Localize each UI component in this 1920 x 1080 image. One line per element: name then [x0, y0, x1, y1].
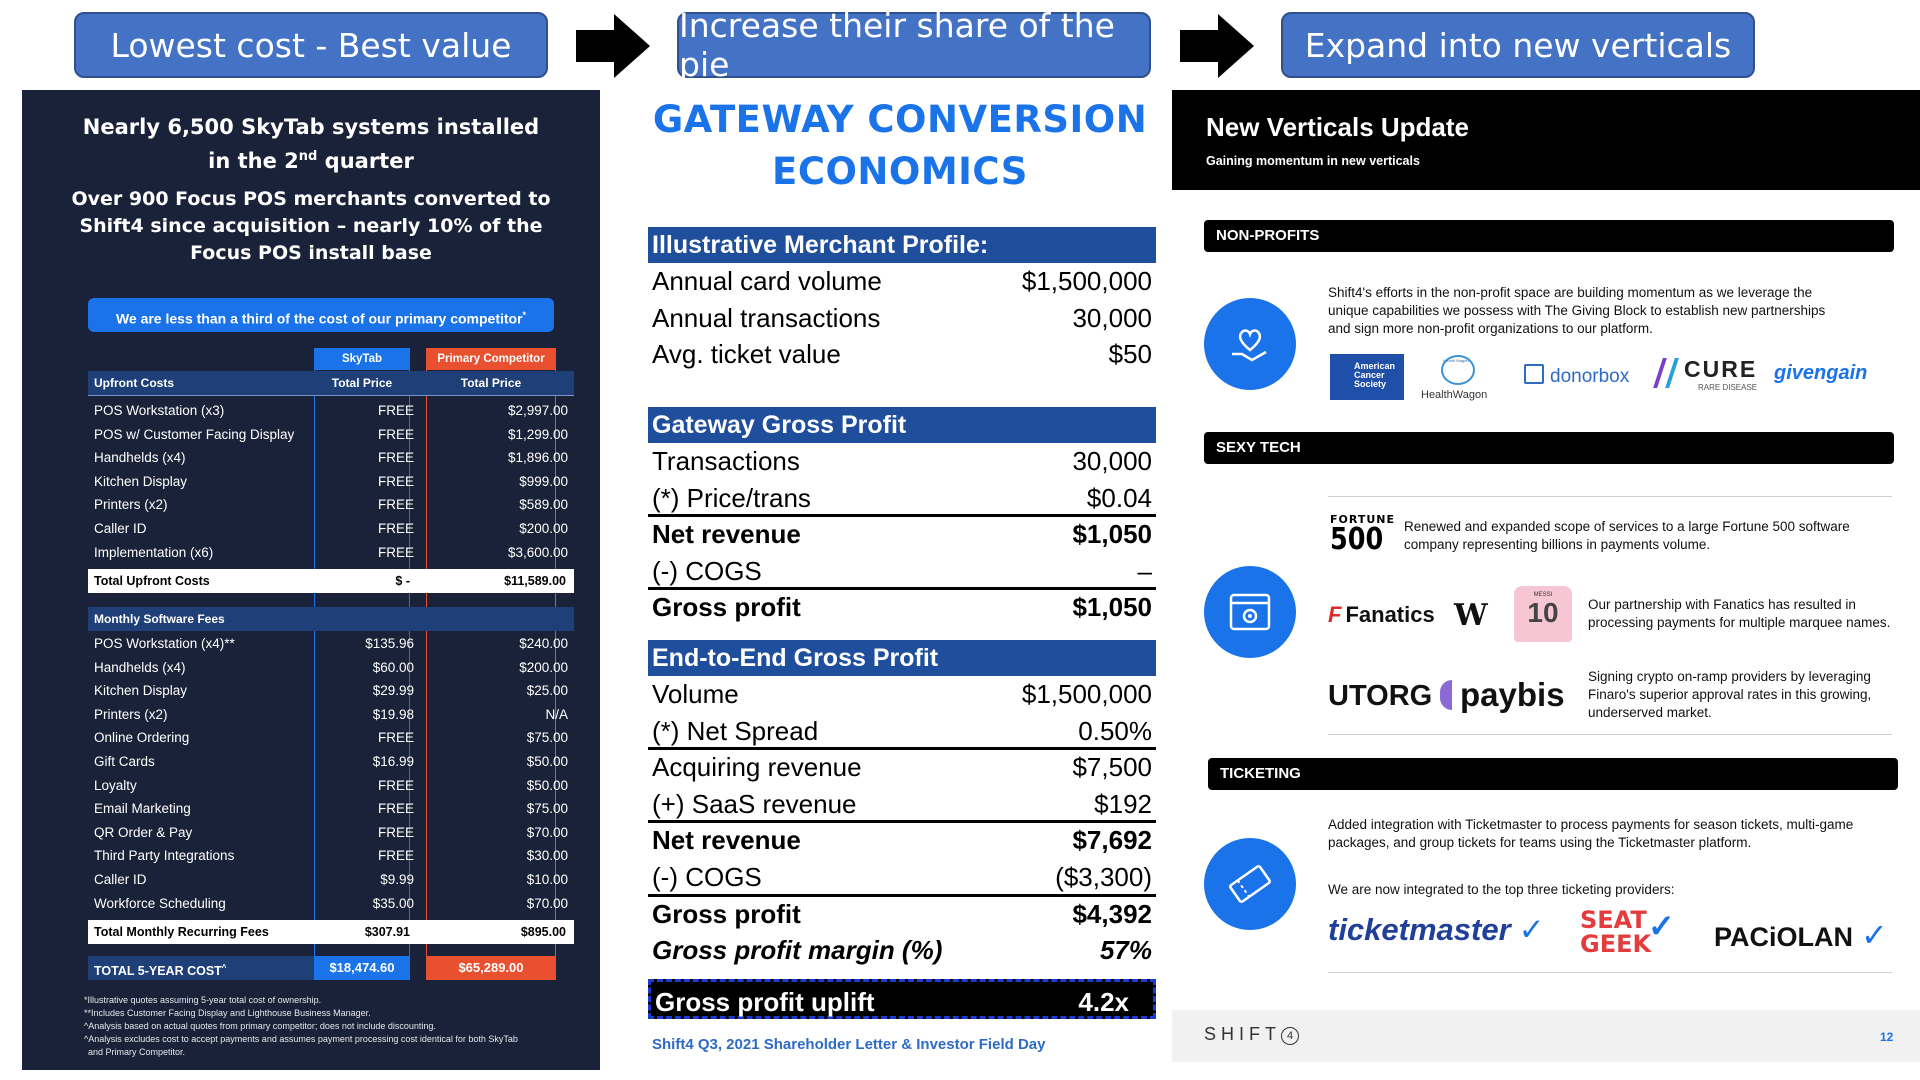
section-nonprofits: NON-PROFITS — [1204, 220, 1894, 252]
skytab-price: $29.99 — [372, 683, 414, 699]
table-row — [88, 679, 574, 703]
competitor-price: $999.00 — [519, 473, 568, 489]
row-value: 30,000 — [1072, 302, 1152, 333]
row-label: Gift Cards — [94, 754, 155, 769]
row-label: Kitchen Display — [94, 473, 188, 489]
row-label: Handhelds (x4) — [94, 450, 186, 466]
table-row — [88, 892, 574, 916]
divider — [1328, 972, 1892, 973]
row-label: Kitchen Display — [94, 683, 188, 699]
competitor-price: $200.00 — [519, 659, 568, 675]
row-label: Net revenue — [652, 519, 801, 550]
row-label: (-) COGS — [652, 555, 762, 586]
skytab-price: FREE — [377, 473, 414, 489]
economics-row — [648, 932, 1156, 968]
skytab-price: $16.99 — [372, 754, 414, 769]
table-row — [88, 541, 574, 565]
competitor-price: $75.00 — [526, 730, 568, 746]
competitor-price: $2,997.00 — [507, 403, 568, 418]
row-label: Implementation (x6) — [94, 544, 214, 560]
row-label: (*) Net Spread — [652, 715, 819, 746]
economics-row — [648, 786, 1156, 822]
economics-row — [648, 749, 1156, 785]
e2e-header: End-to-End Gross Profit — [648, 640, 1156, 676]
row-label: Online Ordering — [94, 730, 190, 746]
competitor-price: $70.00 — [526, 895, 568, 911]
row-label: Gross profit margin (%) — [652, 935, 943, 966]
skytab-price: FREE — [377, 403, 414, 418]
competitor-price: $240.00 — [519, 636, 568, 651]
row-label: (+) SaaS revenue — [652, 788, 857, 819]
banner-lowest-cost: Lowest cost - Best value — [74, 12, 548, 78]
row-label: POS w/ Customer Facing Display — [94, 426, 295, 442]
table-row — [88, 446, 574, 470]
economics-row — [648, 300, 1156, 336]
crypto-text: Signing crypto on-ramp providers by leveraging Finaro's superior approval rates in this growing, underserved market. — [1588, 669, 1872, 720]
skytab-price: FREE — [377, 801, 414, 817]
skytab-price: FREE — [377, 426, 414, 442]
row-label: Gross profit — [652, 592, 801, 623]
banner-new-verticals: Expand into new verticals — [1281, 12, 1755, 78]
table-row — [88, 656, 574, 680]
row-label: Annual card volume — [652, 266, 882, 296]
monthly-fees-header: Monthly Software Fees — [88, 607, 574, 631]
new-verticals-panel — [1172, 90, 1920, 1062]
fortune-500-logo: FORTUNE 500 — [1330, 513, 1395, 557]
skytab-price: FREE — [377, 450, 414, 466]
page-number: 12 — [1880, 1030, 1894, 1044]
gateway-title-line1: GATEWAY CONVERSION — [652, 98, 1148, 141]
american-cancer-society-logo: American Cancer Society — [1330, 354, 1404, 400]
economics-row — [648, 713, 1156, 749]
ticketmaster-logo: ticketmaster ✓ — [1328, 912, 1545, 947]
utorg-logo: UTORG — [1328, 680, 1433, 712]
source-note: Shift4 Q3, 2021 Shareholder Letter & Investor Field Day — [652, 1036, 1046, 1053]
right-arrow-icon — [574, 12, 652, 80]
row-label: POS Workstation (x3) — [94, 403, 225, 418]
table-row — [88, 493, 574, 517]
section-sexy-tech: SEXY TECH — [1204, 432, 1894, 464]
economics-row — [648, 263, 1156, 299]
competitor-price: $1,896.00 — [507, 450, 568, 466]
messi-jersey-icon: MESSI 10 — [1514, 586, 1572, 642]
divider — [88, 395, 574, 396]
economics-row — [648, 896, 1156, 932]
five-year-competitor: $65,289.00 — [426, 956, 556, 980]
row-value: $0.04 — [1086, 482, 1152, 513]
competitor-price: $30.00 — [526, 848, 568, 864]
row-value: – — [1137, 555, 1152, 586]
slide-footer — [1172, 1010, 1920, 1062]
row-label: Net revenue — [652, 825, 801, 856]
ticketing-providers-text: We are now integrated to the top three ticketing providers: — [1328, 882, 1675, 897]
skytab-price: FREE — [377, 824, 414, 840]
row-label: Acquiring revenue — [652, 752, 862, 783]
table-row — [88, 750, 574, 774]
gross-profit-uplift: Gross profit uplift 4.2x — [648, 979, 1156, 1019]
economics-row — [648, 859, 1156, 895]
row-label: Printers (x2) — [94, 706, 168, 722]
table-row — [88, 821, 574, 845]
row-value: 57% — [1099, 935, 1152, 966]
economics-row — [648, 443, 1156, 479]
competitor-price: $50.00 — [526, 754, 568, 769]
row-label: Third Party Integrations — [94, 848, 235, 864]
economics-row — [648, 822, 1156, 858]
gateway-economics-panel — [620, 90, 1180, 1070]
economics-row — [648, 480, 1156, 516]
table-row — [88, 423, 574, 447]
row-label: (*) Price/trans — [652, 482, 811, 513]
upfront-total-row: Total Upfront Costs $ - $11,589.00 — [88, 569, 574, 593]
upfront-costs-header: Upfront Costs Total Price Total Price — [88, 371, 574, 395]
check-icon: ✓ — [1518, 912, 1545, 947]
row-label: Annual transactions — [652, 302, 881, 333]
row-label: Caller ID — [94, 872, 147, 887]
cost-comparison-pill: We are less than a third of the cost of our primary competitor* — [88, 298, 554, 332]
shift4-brand: SHIFT 4 — [1204, 1024, 1299, 1045]
competitor-price: $3,600.00 — [507, 544, 568, 560]
row-value: 30,000 — [1072, 446, 1152, 476]
row-label: POS Workstation (x4)** — [94, 636, 235, 651]
row-value: $1,500,000 — [1021, 266, 1152, 296]
competitor-price: N/A — [545, 706, 568, 722]
cure-rare-disease-logo: CURE RARE DISEASE — [1658, 356, 1757, 392]
heart-hand-icon — [1204, 298, 1296, 390]
row-label: Email Marketing — [94, 801, 191, 817]
table-row — [88, 868, 574, 892]
seatgeek-logo: SEAT GEEK ✓ — [1580, 906, 1675, 958]
row-label: QR Order & Pay — [94, 824, 193, 840]
economics-row — [648, 516, 1156, 552]
skytab-price: FREE — [377, 497, 414, 513]
row-label: Workforce Scheduling — [94, 895, 226, 911]
competitor-price: $75.00 — [526, 801, 568, 817]
headline-focus-pos: Over 900 Focus POS merchants converted to Shift4 since acquisition – nearly 10% of the Focus POS install base — [71, 188, 551, 264]
skytab-price: FREE — [377, 544, 414, 560]
verticals-title: New Verticals Update — [1206, 112, 1469, 142]
verticals-subtitle: Gaining momentum in new verticals — [1206, 154, 1420, 168]
divider — [1328, 734, 1892, 735]
row-label: Transactions — [652, 446, 800, 476]
givengain-logo: givengain — [1774, 362, 1868, 384]
table-row — [88, 470, 574, 494]
skytab-cost-panel — [22, 90, 600, 1070]
row-value: $4,392 — [1072, 898, 1152, 929]
skytab-price: $19.98 — [372, 706, 414, 722]
table-row — [88, 797, 574, 821]
economics-row — [648, 553, 1156, 589]
gateway-header: Gateway Gross Profit — [648, 407, 1156, 443]
table-row — [88, 726, 574, 750]
row-label: Loyalty — [94, 777, 137, 793]
check-icon: ✓ — [1861, 917, 1888, 953]
table-row — [88, 399, 574, 423]
skytab-price: $9.99 — [380, 872, 414, 887]
table-row — [88, 517, 574, 541]
skytab-price: FREE — [377, 848, 414, 864]
row-value: $7,500 — [1072, 752, 1152, 783]
donorbox-logo: donorbox — [1524, 364, 1629, 388]
fanatics-logo: F Fanatics — [1328, 602, 1435, 627]
col-competitor: Primary Competitor — [426, 348, 556, 370]
row-label: Avg. ticket value — [652, 339, 841, 370]
competitor-price: $70.00 — [526, 824, 568, 840]
row-value: $7,692 — [1072, 825, 1152, 856]
row-value: $1,050 — [1072, 592, 1152, 623]
row-value: $1,500,000 — [1021, 679, 1152, 709]
row-label: Printers (x2) — [94, 497, 168, 513]
table-row — [88, 774, 574, 798]
wwe-logo: W — [1454, 598, 1482, 633]
skytab-price: FREE — [377, 777, 414, 793]
competitor-price: $200.00 — [519, 521, 568, 536]
browser-gear-icon — [1204, 566, 1296, 658]
divider — [1328, 496, 1892, 497]
ticketing-text: Added integration with Ticketmaster to process payments for season tickets, multi-game packages, and group tickets for teams using the Ticketmaster platform. — [1328, 817, 1854, 850]
profile-header: Illustrative Merchant Profile: — [648, 227, 1156, 263]
fortune-500-text: Renewed and expanded scope of services to a large Fortune 500 software company representing billions in payments volume. — [1404, 519, 1850, 552]
economics-row — [648, 589, 1156, 625]
table-row — [88, 703, 574, 727]
fanatics-text: Our partnership with Fanatics has resulted in processing payments for multiple marquee names. — [1588, 597, 1891, 630]
competitor-price: $1,299.00 — [507, 426, 568, 442]
banner-share-of-pie: Increase their share of the pie — [677, 12, 1151, 78]
row-value: $50 — [1108, 339, 1152, 370]
headline-installs: Nearly 6,500 SkyTab systems installed in the 2nd quarter — [82, 115, 540, 173]
right-arrow-icon — [1178, 12, 1256, 80]
col-skytab: SkyTab — [314, 348, 410, 370]
row-label: Caller ID — [94, 521, 147, 536]
row-value: ($3,300) — [1055, 862, 1152, 892]
row-label: (-) COGS — [652, 862, 762, 892]
paybis-logo: paybis — [1440, 676, 1565, 714]
monthly-total-row: Total Monthly Recurring Fees $307.91 $895.00 — [88, 920, 574, 944]
row-value: 0.50% — [1078, 715, 1152, 746]
skytab-price: FREE — [377, 521, 414, 536]
table-row — [88, 844, 574, 868]
economics-row — [648, 676, 1156, 712]
gateway-title-line2: ECONOMICS — [772, 150, 1028, 193]
skytab-price: FREE — [377, 730, 414, 746]
skytab-price: $35.00 — [372, 895, 414, 911]
five-year-label: TOTAL 5-YEAR COST^ — [88, 956, 314, 980]
row-value: $1,050 — [1072, 519, 1152, 550]
check-icon: ✓ — [1648, 908, 1675, 944]
skytab-price: $135.96 — [365, 636, 414, 651]
ticket-icon — [1204, 838, 1296, 930]
footnotes: *Illustrative quotes assuming 5-year total cost of ownership. **Includes Customer Facing Display and Lighthouse Business Manager. ^Analysis based on actual quotes from primary competitor; does not include discounting. ^Analysis excludes cost to accept payments and assumes payment processing cost identical for both SkyTab and Primary Competitor. — [84, 995, 518, 1057]
row-value: $192 — [1094, 788, 1152, 819]
five-year-skytab: $18,474.60 — [314, 956, 410, 980]
row-label: Volume — [652, 679, 739, 709]
verticals-title-bar — [1172, 90, 1920, 190]
competitor-price: $589.00 — [519, 497, 568, 513]
paciolan-logo: PACiOLAN ✓ — [1714, 917, 1888, 953]
nonprofits-text: Shift4's efforts in the non-profit space are building momentum as we leverage the unique capabilities we possess with The Giving Block to establish new partnerships and sign more non-profit organizations to our platform. — [1328, 285, 1826, 336]
economics-row — [648, 336, 1156, 372]
skytab-price: $60.00 — [372, 659, 414, 675]
healthwagon-logo: Health Wagon HealthWagon — [1421, 355, 1491, 407]
table-row — [88, 632, 574, 656]
section-ticketing: TICKETING — [1208, 758, 1898, 790]
row-label: Gross profit — [652, 898, 801, 929]
competitor-price: $10.00 — [526, 872, 568, 887]
competitor-price: $50.00 — [526, 777, 568, 793]
competitor-price: $25.00 — [526, 683, 568, 699]
row-label: Handhelds (x4) — [94, 659, 186, 675]
